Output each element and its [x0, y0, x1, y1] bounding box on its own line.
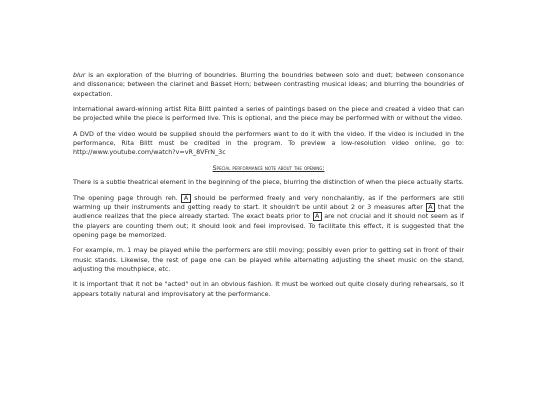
- opening-text-1: The opening page through reh.: [73, 194, 182, 202]
- opening-text-3: that the audience realizes that the piece already started. The exact beats prior to: [73, 204, 464, 221]
- rehearsal-mark: A: [426, 203, 435, 212]
- theatrical-paragraph: There is a subtle theatrical element in the beginning of the piece, blurring the distinction of when the piece actually starts.: [73, 179, 464, 187]
- document-page: [73, 71, 464, 305]
- dvd-paragraph: A DVD of the video would be supplied should the performers want to do it with the video. If the video is included in the performance, Rita Blitt must be credited in the program. To preview a low-resolution video online, go to: http://www.youtube.com/watch?v=vR_8VFrN_3c: [73, 130, 464, 157]
- artist-paragraph: International award-winning artist Rita Blitt painted a series of paintings based on the piece and created a video that can be projected while the piece is performed live. This is optional, and the piece may be performed with or without the video.: [73, 106, 464, 123]
- intro-paragraph: [73, 71, 464, 99]
- opening-paragraph: [73, 194, 464, 240]
- section-heading-text: Special performance note about the opening:: [212, 164, 325, 172]
- important-paragraph: It is important that it not be "acted" out in an obvious fashion. It must be worked out quite closely during rehearsals, so it appears totally natural and improvisatory at the performance.: [73, 281, 464, 298]
- rehearsal-mark: A: [313, 212, 322, 221]
- title-word: blur: [73, 72, 86, 79]
- opening-text-2: should be performed freely and very nonchalantly, as if the performers are still warming up their instruments and getting ready to start. It shouldn't be until about 2 or 3 measures after: [73, 194, 464, 212]
- rehearsal-mark: A: [181, 194, 190, 203]
- section-heading: [73, 164, 464, 173]
- intro-text: is an exploration of the blurring of boundries. Blurring the boundries between solo and duet; between consonance and dissonance; between the clarinet and Basset Horn; between contrasting musical ideas; and blurring the boundries of expectation.: [73, 72, 464, 98]
- opening-text-4: are not crucial and it should not seem as if the players are counting them out; it should look and feel improvised. To facilitate this effect, it is suggested that the opening page be memorized.: [73, 213, 464, 239]
- example-paragraph: For example, m. 1 may be played while the performers are still moving; possibly even prior to getting set in front of their music stands. Likewise, the rest of page one can be played while alternating adjusting the sheet music on the stand, adjusting the mouthpiece, etc.: [73, 247, 464, 273]
